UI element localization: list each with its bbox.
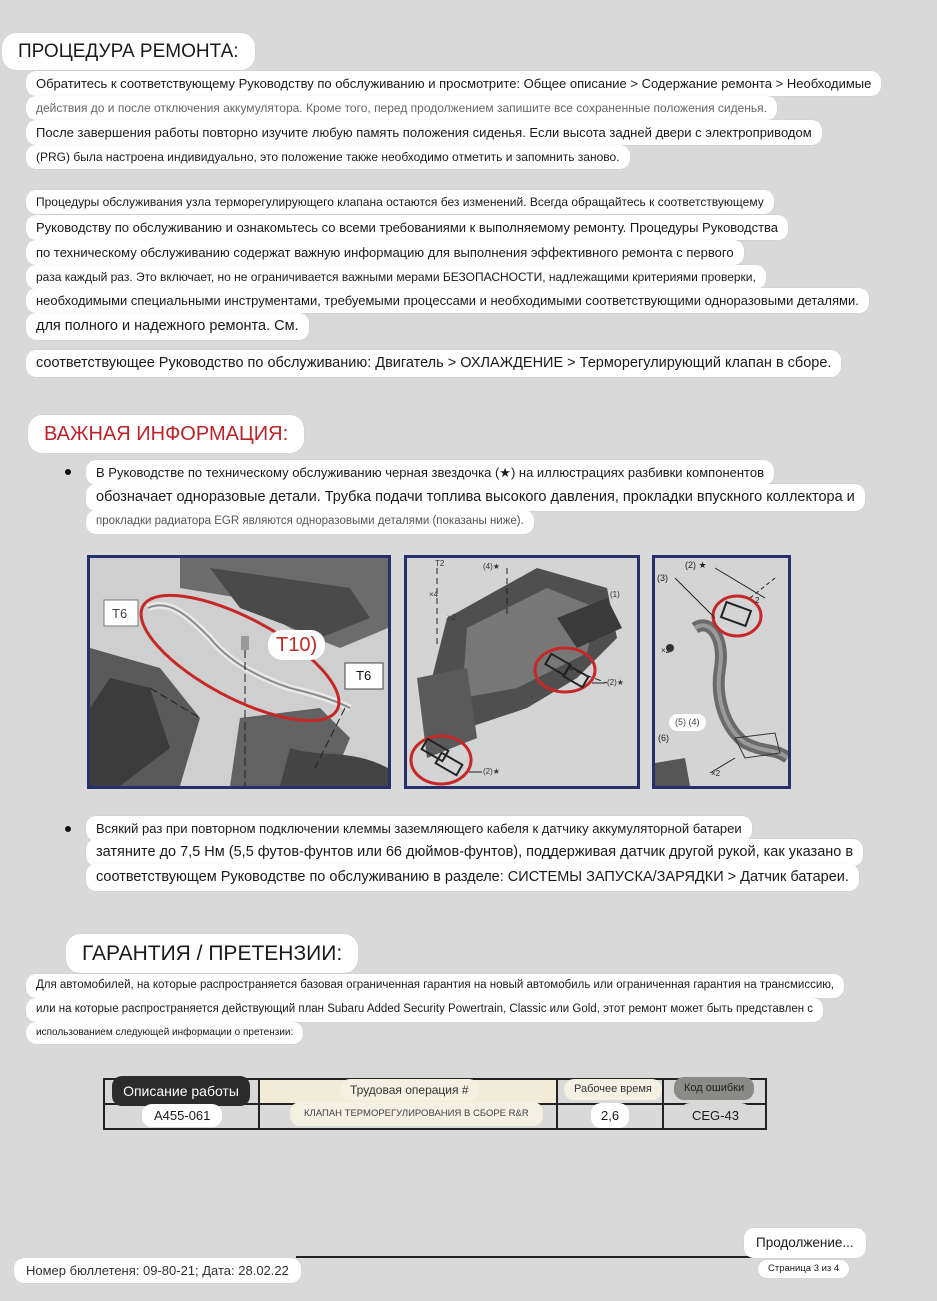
cell-labor-time: 2,6: [591, 1103, 629, 1128]
service-manual-reference: соответствующее Руководство по обслуживанию: Двигатель > ОХЛАЖДЕНИЕ > Терморегулирующий клапан в сборе.: [26, 350, 841, 377]
bullet-dot-1: [65, 469, 71, 475]
important-heading: ВАЖНАЯ ИНФОРМАЦИЯ:: [28, 415, 304, 453]
figure-intake-gaskets: [404, 555, 640, 789]
label-1: (1): [610, 590, 620, 599]
figure-fuel-pipe: [87, 555, 391, 789]
header-fail-code: Код ошибки: [674, 1077, 754, 1100]
label-t10: T10): [268, 630, 325, 660]
label-2-upper: (2)★: [607, 678, 624, 687]
label-4: (4)★: [483, 562, 500, 571]
bullet2-line-1: Всякий раз при повторном подключении клеммы заземляющего кабеля к датчику аккумуляторной батареи: [86, 816, 752, 841]
repair-line-3: После завершения работы повторно изучите любую память положения сиденья. Если высота задней двери с электроприводом: [26, 120, 822, 145]
label-t2: T2: [435, 559, 445, 568]
repair-heading: ПРОЦЕДУРА РЕМОНТА:: [2, 33, 255, 70]
repair-line-1: Обратитесь к соответствующему Руководству по обслуживанию и просмотрите: Общее описание > Содержание ремонта > Необходимые: [26, 71, 881, 96]
warranty-line-3: использованием следующей информации о претензии:: [26, 1022, 303, 1044]
bullet2-line-2: затяните до 7,5 Нм (5,5 футов-фунтов или 66 дюймов-фунтов), поддерживая датчик другой рукой, как указано в: [86, 839, 863, 866]
label-egr-5-4: (5) (4): [669, 714, 706, 731]
header-labor-operation: Трудовая операция #: [340, 1079, 479, 1101]
cell-fail-code: CEG-43: [680, 1103, 751, 1128]
para2-line-6: для полного и надежного ремонта. См.: [26, 313, 309, 340]
warranty-heading: ГАРАНТИЯ / ПРЕТЕНЗИИ:: [66, 934, 358, 973]
bullet1-line-2: обозначает одноразовые детали. Трубка подачи топлива высокого давления, прокладки впускного коллектора и: [86, 484, 865, 511]
header-labor-time: Рабочее время: [564, 1079, 662, 1100]
para2-line-4: раза каждый раз. Это включает, но не ограничивается важными мерами БЕЗОПАСНОСТИ, надлежащими критериями проверки,: [26, 265, 766, 289]
bullet1-line-1: В Руководстве по техническому обслуживанию черная звездочка (★) на иллюстрациях разбивки компонентов: [86, 460, 774, 485]
para2-line-3: по техническому обслуживанию содержат важную информацию для выполнения эффективного ремонта с первого: [26, 240, 744, 265]
para2-line-2: Руководству по обслуживанию и ознакомьтесь со всеми требованиями к выполняемому ремонту. Процедуры Руководства: [26, 215, 788, 240]
label-egr-6: (6): [658, 733, 669, 743]
label-egr-x2-bottom: ×2: [711, 769, 721, 778]
header-work-description: Описание работы: [112, 1076, 250, 1106]
label-t6-right: T6: [356, 668, 372, 683]
para2-line-5: необходимыми специальными инструментами, требуемыми процессами и необходимыми соответствующими одноразовыми деталями.: [26, 288, 869, 313]
para2-line-1: Процедуры обслуживания узла терморегулирующего клапана остаются без изменений. Всегда обращайтесь к соответствующему: [26, 190, 774, 214]
bulletin-number: Номер бюллетеня: 09-80-21; Дата: 28.02.22: [14, 1258, 301, 1283]
repair-line-2: действия до и после отключения аккумулятора. Кроме того, перед продолжением запишите все сохраненные положения сиденья.: [26, 96, 777, 120]
bullet-dot-2: [65, 826, 71, 832]
warranty-line-1: Для автомобилей, на которые распространяется базовая ограниченная гарантия на новый автомобиль или ограниченная гарантия на трансмиссию,: [26, 974, 844, 998]
warranty-line-2: или на которые распространяется действующий план Subaru Added Security Powertrain, Classic или Gold, этот ремонт может быть представлен с: [26, 998, 823, 1022]
bullet2-line-3: соответствующем Руководстве по обслуживанию в разделе: СИСТЕМЫ ЗАПУСКА/ЗАРЯДКИ > Датчик батареи.: [86, 864, 859, 891]
page-number: Страница 3 из 4: [758, 1260, 849, 1278]
cell-work-description: A455-061: [142, 1104, 222, 1127]
label-egr-x2-left: ×2: [661, 646, 671, 655]
cell-labor-operation: КЛАПАН ТЕРМОРЕГУЛИРОВАНИЯ В СБОРЕ R&R: [290, 1102, 543, 1126]
label-egr-2: (2) ★: [685, 560, 707, 570]
label-2-lower: (2)★: [483, 767, 500, 776]
label-egr-x2-right: 2: [755, 596, 760, 605]
bullet1-line-3: прокладки радиатора EGR являются одноразовыми деталями (показаны ниже).: [86, 510, 534, 534]
label-x4: ×4: [429, 590, 439, 599]
label-t6-left: T6: [112, 606, 128, 621]
label-x2: ×2: [447, 613, 457, 622]
label-egr-3: (3): [657, 573, 668, 583]
repair-line-4: (PRG) была настроена индивидуально, это положение также необходимо отметить и запомнить заново.: [26, 145, 630, 169]
figure-egr-gaskets: [652, 555, 791, 789]
continued-label: Продолжение...: [744, 1228, 866, 1258]
